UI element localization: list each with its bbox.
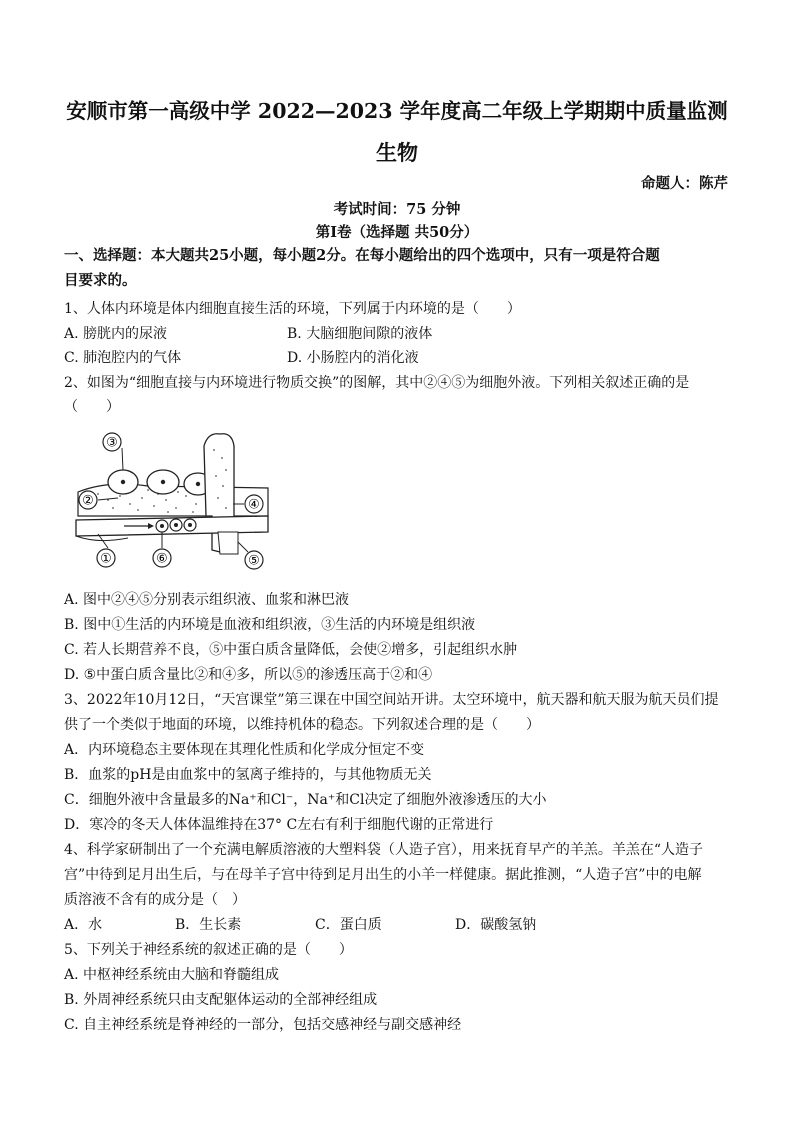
- q2-stem-line1: 2、如图为“细胞直接与内环境进行物质交换”的图解，其中②④⑤为细胞外液。下列相关叙述正确的是: [64, 375, 690, 391]
- q4-stem-line2: 宫”中待到足月出生后，与在母羊子宫中待到足月出生的小羊一样健康。据此推测，“人造子宫”中的电解: [64, 867, 702, 883]
- section-instructions-line2: 目要求的。: [64, 272, 137, 289]
- q2-option-d: D. ⑤中蛋白质含量比②和④多，所以⑤的渗透压高于②和④: [64, 667, 433, 683]
- q2-option-a: A. 图中②④⑤分别表示组织液、血浆和淋巴液: [64, 592, 350, 608]
- q4-option-c: C．蛋白质: [315, 917, 382, 933]
- q2-option-c: C. 若人长期营养不良，⑤中蛋白质含量降低，会使②增多，引起组织水肿: [64, 642, 518, 658]
- tissue-exchange-diagram: [68, 424, 278, 576]
- q4-stem-line1: 4、科学家研制出了一个充满电解质溶液的大塑料袋（人造子宫），用来抚育早产的羊羔。羊羔在“人造子: [64, 842, 704, 858]
- q3-option-c: C．细胞外液中含量最多的Na⁺和Cl⁻，Na⁺和Cl决定了细胞外液渗透压的大小: [64, 792, 547, 808]
- exam-author: 命题人：陈芹: [641, 175, 728, 192]
- q1-option-c: C. 肺泡腔内的气体: [64, 350, 182, 366]
- q3-stem-line2: 供了一个类似于地面的环境，以维持机体的稳态。下列叙述合理的是（ ）: [64, 717, 540, 733]
- q3-option-d: D．寒冷的冬天人体体温维持在37° C左右有利于细胞代谢的正常进行: [64, 817, 494, 833]
- svg-text:④: ④: [248, 497, 260, 513]
- svg-text:①: ①: [100, 551, 112, 567]
- q5-option-c: C. 自主神经系统是脊神经的一部分，包括交感神经与副交感神经: [64, 1017, 462, 1033]
- q1-option-b: B. 大脑细胞间隙的液体: [287, 326, 433, 342]
- svg-text:⑥: ⑥: [156, 551, 168, 567]
- exam-time: 考试时间：75 分钟: [333, 201, 461, 218]
- volume-heading: 第Ⅰ卷（选择题 共50分）: [315, 224, 479, 241]
- q5-option-a: A. 中枢神经系统由大脑和脊髓组成: [64, 967, 280, 983]
- exam-subject: 生物: [376, 140, 418, 165]
- diagram-label-6: [153, 549, 171, 567]
- q4-option-d: D．碳酸氢钠: [455, 917, 537, 933]
- q3-option-b: B．血浆的pH是由血浆中的氢离子维持的，与其他物质无关: [64, 767, 432, 783]
- svg-text:②: ②: [82, 493, 94, 509]
- q3-option-a: A．内环境稳态主要体现在其理化性质和化学成分恒定不变: [64, 742, 425, 758]
- q3-stem-line1: 3、2022年10月12日，“天宫课堂”第三课在中国空间站开讲。太空环境中，航天器和航天服为航天员们提: [64, 692, 719, 708]
- q4-option-b: B．生长素: [175, 917, 242, 933]
- q2-option-b: B. 图中①生活的内环境是血液和组织液，③生活的内环境是组织液: [64, 617, 476, 633]
- diagram-label-1: [97, 549, 115, 567]
- diagram-label-4: [245, 495, 263, 513]
- q5-option-b: B. 外周神经系统只由支配躯体运动的全部神经组成: [64, 992, 378, 1008]
- svg-text:③: ③: [106, 435, 118, 451]
- diagram-label-2: [79, 491, 97, 509]
- exam-title: 安顺市第一高级中学 2022—2023 学年度高二年级上学期期中质量监测: [66, 99, 728, 123]
- q2-stem-line2: （ ）: [64, 399, 120, 415]
- q4-option-a: A．水: [64, 917, 103, 933]
- q1-option-a: A. 膀胱内的尿液: [64, 326, 168, 342]
- diagram-label-5: [245, 551, 263, 569]
- section-instructions-line1: 一、选择题：本大题共25小题，每小题2分。在每小题给出的四个选项中，只有一项是符合题: [64, 247, 660, 264]
- q1-stem: 1、人体内环境是体内细胞直接生活的环境，下列属于内环境的是（ ）: [64, 301, 521, 317]
- q4-stem-line3: 质溶液不含有的成分是（ ）: [64, 892, 246, 908]
- q1-option-d: D. 小肠腔内的消化液: [287, 350, 419, 366]
- diagram-label-3: [103, 433, 121, 451]
- q5-stem: 5、下列关于神经系统的叙述正确的是（ ）: [64, 942, 353, 958]
- svg-text:⑤: ⑤: [248, 553, 260, 569]
